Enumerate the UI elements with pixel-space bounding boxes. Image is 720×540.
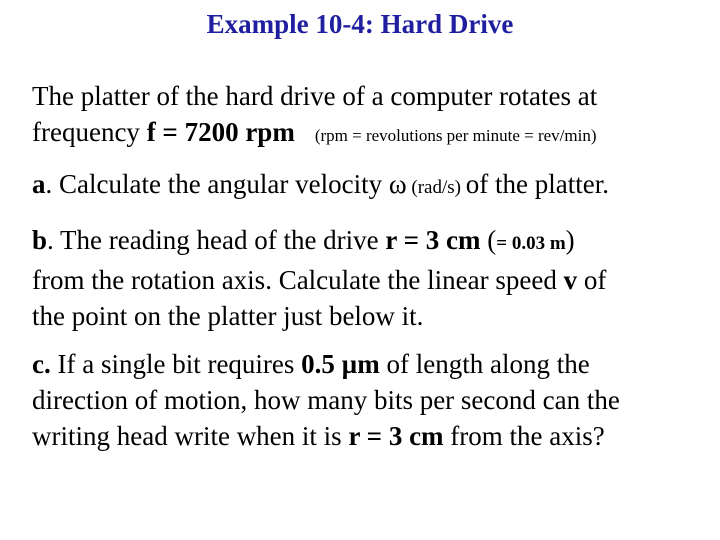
open-paren: ( (480, 225, 497, 255)
part-b-line-2 (32, 262, 702, 298)
part-b-line-1 (32, 222, 702, 262)
frequency-expression: f = 7200 rpm (146, 117, 295, 147)
rpm-note: (rpm = revolutions per minute = rev/min) (314, 126, 597, 145)
part-b-line-2-prefix: from the rotation axis. Calculate the linear speed (32, 265, 564, 295)
intro-line-1: The platter of the hard drive of a computer rotates at (32, 81, 598, 111)
part-c-text-2: of length along the (379, 349, 590, 379)
part-a-line-1 (32, 166, 702, 206)
intro-line-2-prefix: frequency (32, 117, 147, 147)
part-c-line-3 (32, 418, 702, 454)
omega-symbol: ω (388, 169, 407, 199)
bit-length: 0.5 µm (301, 349, 380, 379)
part-c-line-3-prefix: writing head write when it is (32, 421, 349, 451)
part-a-text-1: . Calculate the angular velocity (45, 169, 389, 199)
part-b-label: b (32, 225, 48, 255)
slide-title: Example 10-4: Hard Drive (206, 9, 514, 39)
speed-symbol: v (563, 265, 578, 295)
intro-paragraph (32, 78, 702, 154)
omega-units: (rad/s) (406, 177, 466, 198)
part-c-paragraph (32, 346, 702, 454)
part-a-paragraph (32, 166, 702, 206)
part-c-label: c. (32, 349, 51, 379)
part-c-text-1: If a single bit requires (50, 349, 302, 379)
radius-expression: r = 3 cm (385, 225, 481, 255)
part-c-line-3-suffix: from the axis? (443, 421, 605, 451)
part-b-text-1: . The reading head of the drive (47, 225, 386, 255)
part-b-paragraph (32, 222, 702, 334)
part-c-line-2: direction of motion, how many bits per second can the (32, 385, 620, 415)
part-a-label: a (32, 169, 46, 199)
part-b-line-2-suffix: of (577, 265, 607, 295)
part-a-text-2: of the platter. (465, 169, 609, 199)
part-c-line-1 (32, 346, 702, 382)
intro-line-2 (32, 114, 702, 154)
radius-expression-c: r = 3 cm (348, 421, 444, 451)
close-paren: ) (565, 225, 575, 255)
part-b-line-3: the point on the platter just below it. (32, 301, 424, 331)
radius-conversion: = 0.03 m (496, 233, 566, 254)
